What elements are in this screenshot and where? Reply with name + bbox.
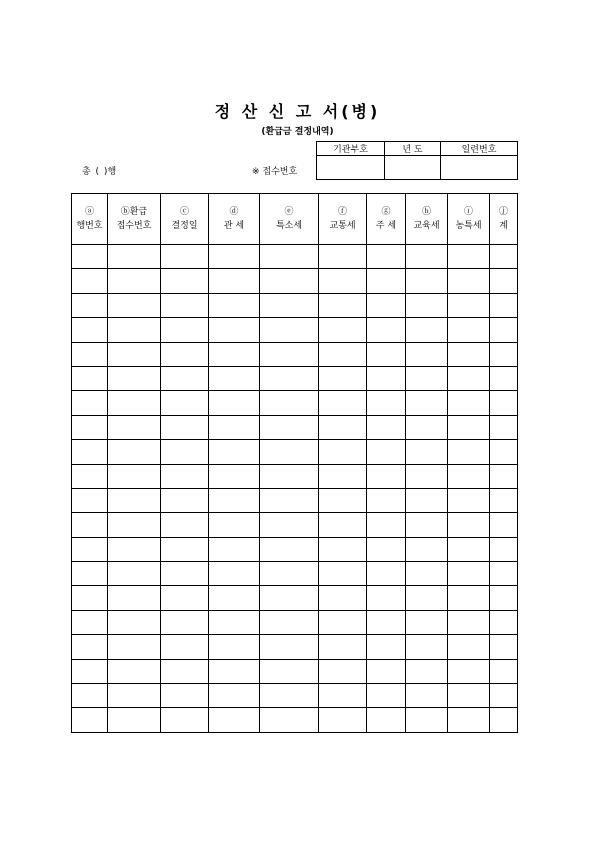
column-mark: ⓗ xyxy=(421,207,431,217)
table-cell[interactable] xyxy=(72,342,108,366)
table-cell[interactable] xyxy=(406,245,448,269)
table-cell[interactable] xyxy=(72,610,108,634)
table-row xyxy=(72,659,518,683)
table-cell[interactable] xyxy=(72,708,108,732)
table-cell[interactable] xyxy=(108,245,161,269)
table-row xyxy=(72,440,518,464)
table-cell[interactable] xyxy=(448,659,490,683)
table-cell[interactable] xyxy=(448,586,490,610)
table-cell[interactable] xyxy=(448,513,490,537)
table-cell[interactable] xyxy=(406,366,448,390)
table-cell[interactable] xyxy=(490,318,518,342)
agency-code-field[interactable] xyxy=(317,156,385,180)
table-cell[interactable] xyxy=(319,537,367,561)
serial-number-field[interactable] xyxy=(441,156,518,180)
table-row xyxy=(72,586,518,610)
table-row xyxy=(72,415,518,439)
table-cell[interactable] xyxy=(209,610,260,634)
table-cell[interactable] xyxy=(161,635,209,659)
table-cell[interactable] xyxy=(367,464,406,488)
year-header: 년 도 xyxy=(385,142,441,156)
table-cell[interactable] xyxy=(367,391,406,415)
table-cell[interactable] xyxy=(367,488,406,512)
table-cell[interactable] xyxy=(161,708,209,732)
table-row xyxy=(72,245,518,269)
table-cell[interactable] xyxy=(108,537,161,561)
column-mark: ⓓ xyxy=(229,207,239,217)
table-cell[interactable] xyxy=(367,269,406,293)
table-cell[interactable] xyxy=(209,537,260,561)
table-cell[interactable] xyxy=(209,245,260,269)
table-cell[interactable] xyxy=(490,245,518,269)
table-cell[interactable] xyxy=(108,513,161,537)
table-cell[interactable] xyxy=(319,586,367,610)
table-cell[interactable] xyxy=(448,684,490,708)
table-cell[interactable] xyxy=(367,635,406,659)
table-cell[interactable] xyxy=(161,610,209,634)
table-cell[interactable] xyxy=(319,245,367,269)
table-cell[interactable] xyxy=(260,562,319,586)
column-mark: ⓑ환급 xyxy=(120,207,148,217)
table-cell[interactable] xyxy=(319,708,367,732)
table-cell[interactable] xyxy=(72,245,108,269)
table-cell[interactable] xyxy=(260,586,319,610)
table-cell[interactable] xyxy=(406,708,448,732)
agency-code-header: 기관부호 xyxy=(317,142,385,156)
table-cell[interactable] xyxy=(161,513,209,537)
column-label: 교통세 xyxy=(329,221,356,231)
table-cell[interactable] xyxy=(260,342,319,366)
table-cell[interactable] xyxy=(161,684,209,708)
table-cell[interactable] xyxy=(108,269,161,293)
table-cell[interactable] xyxy=(209,513,260,537)
column-label: 접수번호 xyxy=(116,221,152,231)
table-cell[interactable] xyxy=(367,293,406,317)
column-header xyxy=(108,194,161,245)
table-cell[interactable] xyxy=(490,659,518,683)
table-cell[interactable] xyxy=(367,245,406,269)
table-cell[interactable] xyxy=(367,537,406,561)
column-mark: ⓕ xyxy=(337,207,347,217)
table-cell[interactable] xyxy=(490,269,518,293)
table-cell[interactable] xyxy=(72,366,108,390)
table-cell[interactable] xyxy=(406,342,448,366)
table-cell[interactable] xyxy=(108,610,161,634)
table-row xyxy=(72,366,518,390)
table-cell[interactable] xyxy=(406,635,448,659)
table-cell[interactable] xyxy=(161,293,209,317)
table-cell[interactable] xyxy=(406,537,448,561)
table-cell[interactable] xyxy=(260,391,319,415)
table-cell[interactable] xyxy=(490,391,518,415)
table-cell[interactable] xyxy=(406,610,448,634)
table-cell[interactable] xyxy=(108,318,161,342)
table-cell[interactable] xyxy=(490,513,518,537)
table-cell[interactable] xyxy=(406,464,448,488)
table-cell[interactable] xyxy=(319,440,367,464)
table-cell[interactable] xyxy=(161,464,209,488)
table-cell[interactable] xyxy=(72,415,108,439)
table-cell[interactable] xyxy=(209,708,260,732)
form-title: 정 산 신 고 서(병) xyxy=(214,102,381,121)
table-cell[interactable] xyxy=(260,684,319,708)
table-cell[interactable] xyxy=(367,440,406,464)
table-cell[interactable] xyxy=(260,293,319,317)
table-cell[interactable] xyxy=(161,537,209,561)
table-cell[interactable] xyxy=(108,440,161,464)
table-cell[interactable] xyxy=(209,464,260,488)
table-cell[interactable] xyxy=(209,684,260,708)
table-cell[interactable] xyxy=(367,318,406,342)
table-row xyxy=(72,562,518,586)
table-cell[interactable] xyxy=(490,464,518,488)
column-header xyxy=(161,194,209,245)
column-mark: ⓒ xyxy=(179,207,189,217)
column-label: 주 세 xyxy=(375,221,397,231)
table-cell[interactable] xyxy=(490,708,518,732)
serial-number-header: 일련번호 xyxy=(441,142,518,156)
table-cell[interactable] xyxy=(319,464,367,488)
table-cell[interactable] xyxy=(209,635,260,659)
table-cell[interactable] xyxy=(448,635,490,659)
table-cell[interactable] xyxy=(209,415,260,439)
table-cell[interactable] xyxy=(72,293,108,317)
table-cell[interactable] xyxy=(72,391,108,415)
table-cell[interactable] xyxy=(406,684,448,708)
column-header xyxy=(490,194,518,245)
table-cell[interactable] xyxy=(209,440,260,464)
table-cell[interactable] xyxy=(209,562,260,586)
table-cell[interactable] xyxy=(448,440,490,464)
table-cell[interactable] xyxy=(108,708,161,732)
column-mark: ⓔ xyxy=(284,207,294,217)
table-cell[interactable] xyxy=(161,366,209,390)
table-cell[interactable] xyxy=(108,293,161,317)
registration-info-table xyxy=(316,141,518,180)
column-mark: ⓖ xyxy=(381,207,391,217)
table-cell[interactable] xyxy=(448,708,490,732)
table-cell[interactable] xyxy=(319,342,367,366)
column-header xyxy=(260,194,319,245)
table-cell[interactable] xyxy=(319,635,367,659)
table-cell[interactable] xyxy=(490,366,518,390)
table-row xyxy=(72,610,518,634)
table-cell[interactable] xyxy=(161,488,209,512)
column-mark: ⓐ xyxy=(84,207,94,217)
table-cell[interactable] xyxy=(490,635,518,659)
table-row xyxy=(72,513,518,537)
column-header xyxy=(319,194,367,245)
table-cell[interactable] xyxy=(108,659,161,683)
table-cell[interactable] xyxy=(406,659,448,683)
table-cell[interactable] xyxy=(490,610,518,634)
table-row xyxy=(72,488,518,512)
table-cell[interactable] xyxy=(367,586,406,610)
table-cell[interactable] xyxy=(367,562,406,586)
table-cell[interactable] xyxy=(406,440,448,464)
table-cell[interactable] xyxy=(490,440,518,464)
table-cell[interactable] xyxy=(209,342,260,366)
table-cell[interactable] xyxy=(490,684,518,708)
table-cell[interactable] xyxy=(490,562,518,586)
table-header-row xyxy=(72,194,518,245)
table-cell[interactable] xyxy=(448,342,490,366)
table-cell[interactable] xyxy=(406,513,448,537)
table-cell[interactable] xyxy=(406,415,448,439)
table-cell[interactable] xyxy=(448,293,490,317)
table-cell[interactable] xyxy=(319,391,367,415)
table-cell[interactable] xyxy=(490,415,518,439)
column-label: 특소세 xyxy=(275,221,303,231)
table-cell[interactable] xyxy=(367,708,406,732)
column-label: 계 xyxy=(499,221,508,231)
table-cell[interactable] xyxy=(448,610,490,634)
table-cell[interactable] xyxy=(209,659,260,683)
table-cell[interactable] xyxy=(260,610,319,634)
table-row xyxy=(72,342,518,366)
table-cell[interactable] xyxy=(260,464,319,488)
table-cell[interactable] xyxy=(108,464,161,488)
table-cell[interactable] xyxy=(260,269,319,293)
table-cell[interactable] xyxy=(108,635,161,659)
table-cell[interactable] xyxy=(72,562,108,586)
table-cell[interactable] xyxy=(72,586,108,610)
total-rows-label: 총 ( )행 xyxy=(82,167,117,177)
table-cell[interactable] xyxy=(448,366,490,390)
column-label: 교육세 xyxy=(413,221,440,231)
column-header xyxy=(448,194,490,245)
table-row xyxy=(72,537,518,561)
table-cell[interactable] xyxy=(319,513,367,537)
table-cell[interactable] xyxy=(260,635,319,659)
table-row xyxy=(72,635,518,659)
table-cell[interactable] xyxy=(209,269,260,293)
table-cell[interactable] xyxy=(161,415,209,439)
table-cell[interactable] xyxy=(319,488,367,512)
table-cell[interactable] xyxy=(260,415,319,439)
table-cell[interactable] xyxy=(209,488,260,512)
table-cell[interactable] xyxy=(161,269,209,293)
table-cell[interactable] xyxy=(209,318,260,342)
column-label: 농특세 xyxy=(455,221,482,231)
table-cell[interactable] xyxy=(406,488,448,512)
column-header xyxy=(367,194,406,245)
table-cell[interactable] xyxy=(490,586,518,610)
table-cell[interactable] xyxy=(161,562,209,586)
table-cell[interactable] xyxy=(161,245,209,269)
table-cell[interactable] xyxy=(406,318,448,342)
table-cell[interactable] xyxy=(406,586,448,610)
table-cell[interactable] xyxy=(319,562,367,586)
table-cell[interactable] xyxy=(448,245,490,269)
table-cell[interactable] xyxy=(72,440,108,464)
table-cell[interactable] xyxy=(319,610,367,634)
table-cell[interactable] xyxy=(260,245,319,269)
year-field[interactable] xyxy=(385,156,441,180)
table-cell[interactable] xyxy=(72,684,108,708)
table-row xyxy=(72,391,518,415)
table-cell[interactable] xyxy=(490,537,518,561)
table-cell[interactable] xyxy=(161,659,209,683)
table-cell[interactable] xyxy=(209,366,260,390)
receipt-number-label: ※ 접수번호 xyxy=(252,167,298,177)
table-cell[interactable] xyxy=(406,293,448,317)
table-cell[interactable] xyxy=(260,488,319,512)
table-cell[interactable] xyxy=(319,269,367,293)
table-cell[interactable] xyxy=(260,708,319,732)
table-cell[interactable] xyxy=(209,391,260,415)
table-row xyxy=(72,269,518,293)
table-cell[interactable] xyxy=(490,293,518,317)
table-cell[interactable] xyxy=(72,318,108,342)
table-row xyxy=(72,708,518,732)
table-cell[interactable] xyxy=(161,342,209,366)
table-cell[interactable] xyxy=(108,391,161,415)
column-header xyxy=(209,194,260,245)
column-header xyxy=(406,194,448,245)
table-cell[interactable] xyxy=(72,635,108,659)
table-cell[interactable] xyxy=(448,415,490,439)
table-cell[interactable] xyxy=(72,269,108,293)
table-cell[interactable] xyxy=(108,366,161,390)
column-mark: ⓘ xyxy=(463,207,473,217)
table-cell[interactable] xyxy=(319,318,367,342)
column-label: 관 세 xyxy=(223,221,245,231)
table-cell[interactable] xyxy=(319,684,367,708)
table-cell[interactable] xyxy=(448,464,490,488)
table-cell[interactable] xyxy=(209,293,260,317)
table-cell[interactable] xyxy=(72,537,108,561)
table-cell[interactable] xyxy=(72,659,108,683)
table-cell[interactable] xyxy=(161,440,209,464)
table-cell[interactable] xyxy=(161,586,209,610)
table-cell[interactable] xyxy=(448,269,490,293)
table-row xyxy=(72,318,518,342)
table-cell[interactable] xyxy=(448,537,490,561)
table-cell[interactable] xyxy=(367,415,406,439)
table-cell[interactable] xyxy=(406,391,448,415)
refund-decision-table xyxy=(71,193,518,733)
table-cell[interactable] xyxy=(319,366,367,390)
table-cell[interactable] xyxy=(490,342,518,366)
table-cell[interactable] xyxy=(448,318,490,342)
table-cell[interactable] xyxy=(72,513,108,537)
table-cell[interactable] xyxy=(260,440,319,464)
table-cell[interactable] xyxy=(161,318,209,342)
table-cell[interactable] xyxy=(367,366,406,390)
table-cell[interactable] xyxy=(161,391,209,415)
table-cell[interactable] xyxy=(367,513,406,537)
column-label: 결정일 xyxy=(171,221,198,231)
column-mark: ⓙ xyxy=(498,207,508,217)
table-cell[interactable] xyxy=(108,415,161,439)
table-cell[interactable] xyxy=(260,513,319,537)
table-cell[interactable] xyxy=(406,562,448,586)
table-cell[interactable] xyxy=(108,488,161,512)
table-cell[interactable] xyxy=(260,318,319,342)
column-label: 행번호 xyxy=(76,221,103,231)
table-cell[interactable] xyxy=(260,366,319,390)
table-cell[interactable] xyxy=(319,415,367,439)
table-cell[interactable] xyxy=(448,391,490,415)
table-cell[interactable] xyxy=(367,684,406,708)
table-row xyxy=(72,293,518,317)
table-cell[interactable] xyxy=(72,488,108,512)
table-cell[interactable] xyxy=(108,586,161,610)
table-cell[interactable] xyxy=(319,659,367,683)
table-row xyxy=(72,684,518,708)
column-header xyxy=(72,194,108,245)
table-cell[interactable] xyxy=(319,293,367,317)
table-cell[interactable] xyxy=(108,342,161,366)
table-cell[interactable] xyxy=(367,342,406,366)
table-cell[interactable] xyxy=(406,269,448,293)
table-cell[interactable] xyxy=(260,659,319,683)
table-cell[interactable] xyxy=(448,488,490,512)
table-cell[interactable] xyxy=(108,684,161,708)
table-cell[interactable] xyxy=(108,562,161,586)
table-cell[interactable] xyxy=(367,659,406,683)
table-row xyxy=(72,464,518,488)
table-cell[interactable] xyxy=(448,562,490,586)
table-cell[interactable] xyxy=(72,464,108,488)
form-subtitle: (환급금 결정내역) xyxy=(261,127,334,137)
table-cell[interactable] xyxy=(367,610,406,634)
table-cell[interactable] xyxy=(490,488,518,512)
table-cell[interactable] xyxy=(209,586,260,610)
table-cell[interactable] xyxy=(260,537,319,561)
